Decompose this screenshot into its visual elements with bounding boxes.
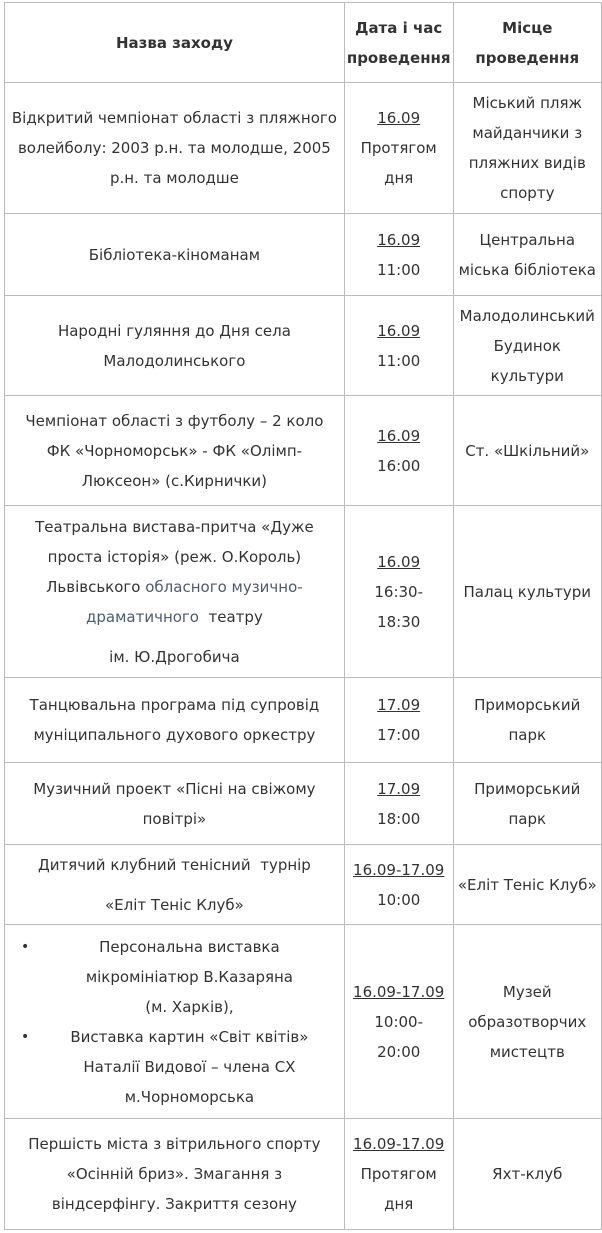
event-place: Приморський парк xyxy=(453,678,601,763)
event-name: Театральна вистава-притча «Дуже проста історія» (реж. О.Король) Львівського обласного музично- драматичного театру ім. Ю.Дрогобича xyxy=(5,506,345,678)
event-date: 16.09 11:00 xyxy=(344,296,453,396)
events-table xyxy=(4,2,602,1230)
table-row xyxy=(5,506,602,678)
event-place: Яхт-клуб xyxy=(453,1119,601,1230)
table-header-row xyxy=(5,3,602,83)
table-row xyxy=(5,763,602,845)
event-place: Приморський парк xyxy=(453,763,601,845)
event-name: Танцювальна програма під супровід муніципального духового оркестру xyxy=(5,678,345,763)
event-name-part-highlight: обласного музично- xyxy=(145,577,303,596)
event-name: Чемпіонат області з футболу – 2 коло ФК «Чорноморськ» - ФК «Олімп- Люксеон» (с.Кирнички) xyxy=(5,396,345,506)
event-name: Народні гуляння до Дня села Малодолинського xyxy=(5,296,345,396)
event-place: Палац культури xyxy=(453,506,601,678)
event-name-part-highlight: драматичного xyxy=(86,607,199,626)
bullet-icon: • xyxy=(21,1028,30,1045)
event-date: 17.09 17:00 xyxy=(344,678,453,763)
table-row xyxy=(5,214,602,296)
event-name-part: театру xyxy=(198,607,263,626)
event-date: 16.09 16:30- 18:30 xyxy=(344,506,453,678)
event-place: Міський пляж майданчики з пляжних видів спорту xyxy=(453,83,601,214)
bullet-icon: • xyxy=(21,938,30,955)
event-date: 16.09 16:00 xyxy=(344,396,453,506)
event-place: Малодолинський Будинок культури xyxy=(453,296,601,396)
event-name: Бібліотека-кіноманам xyxy=(5,214,345,296)
header-place: Місце проведення xyxy=(453,3,601,83)
table-row xyxy=(5,396,602,506)
table-row xyxy=(5,83,602,214)
event-date: 16.09-17.09 10:00 xyxy=(344,845,453,925)
header-name: Назва заходу xyxy=(5,3,345,83)
event-name-part: Львівського xyxy=(46,577,146,596)
header-date: Дата і час проведення xyxy=(344,3,453,83)
list-item: • Виставка картин «Світ квітів» Наталії Видової – члена СХ м.Чорноморська xyxy=(7,1022,342,1112)
event-date: 16.09 Протягом дня xyxy=(344,83,453,214)
table-row xyxy=(5,925,602,1119)
event-place: «Еліт Теніс Клуб» xyxy=(453,845,601,925)
table-row xyxy=(5,296,602,396)
event-date: 16.09-17.09 10:00- 20:00 xyxy=(344,925,453,1119)
table-row xyxy=(5,678,602,763)
table-row xyxy=(5,845,602,925)
event-place: Ст. «Шкільний» xyxy=(453,396,601,506)
event-date: 16.09-17.09 Протягом дня xyxy=(344,1119,453,1230)
event-place: Центральна міська бібліотека xyxy=(453,214,601,296)
event-name: Відкритий чемпіонат області з пляжного волейболу: 2003 р.н. та молодше, 2005 р.н. та молодше xyxy=(5,83,345,214)
event-name: Дитячий клубний тенісний турнір «Еліт Теніс Клуб» xyxy=(5,845,345,925)
event-date: 17.09 18:00 xyxy=(344,763,453,845)
list-item: • Персональна виставка мікромініатюр В.Казаряна (м. Харків), xyxy=(7,932,342,1022)
event-name xyxy=(5,925,345,1119)
event-date: 16.09 11:00 xyxy=(344,214,453,296)
event-place: Музей образотворчих мистецтв xyxy=(453,925,601,1119)
table-row xyxy=(5,1119,602,1230)
event-name: Музичний проект «Пісні на свіжому повітрі» xyxy=(5,763,345,845)
event-name: Першість міста з вітрильного спорту «Осінній бриз». Змагання з віндсерфінгу. Закриття сезону xyxy=(5,1119,345,1230)
